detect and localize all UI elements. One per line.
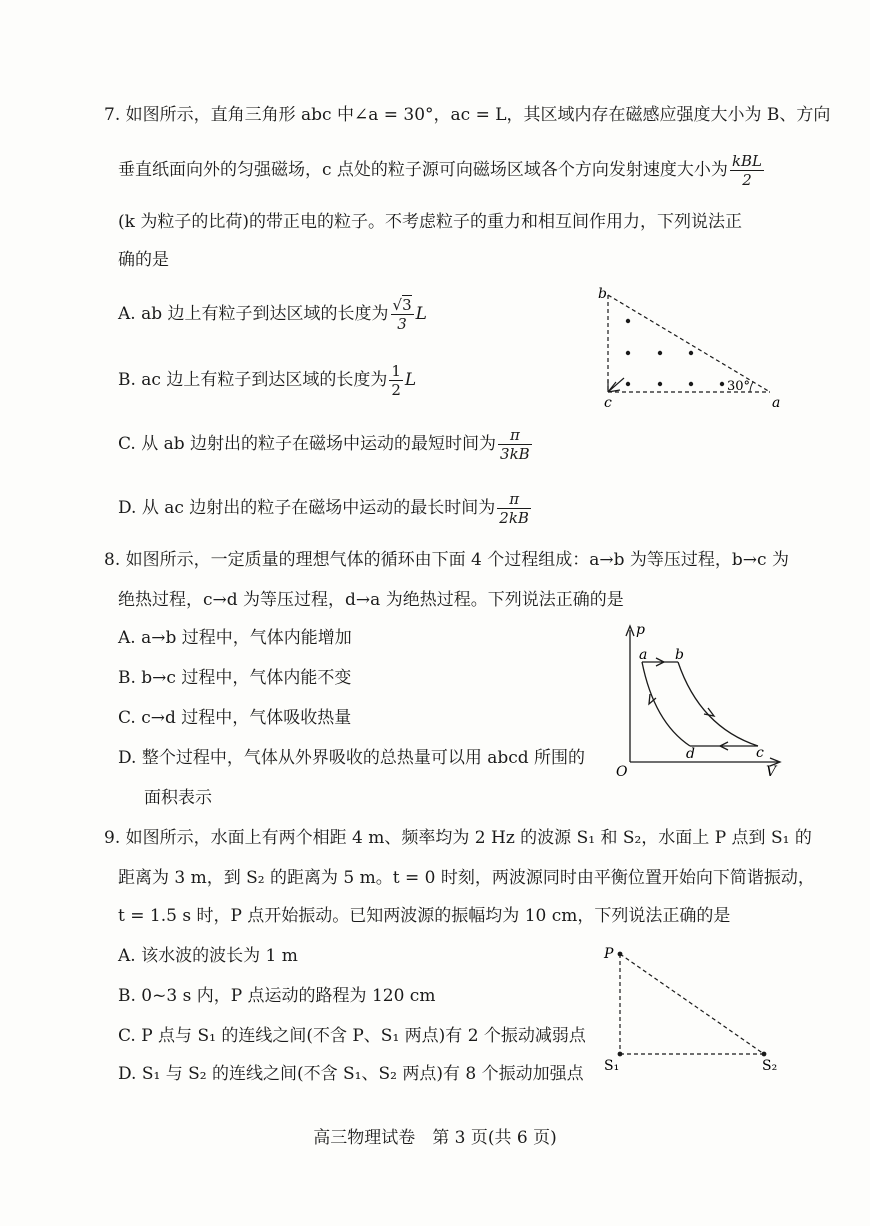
q7-option-a-radicand: 3 bbox=[402, 296, 412, 314]
q8-option-d: D. 整个过程中，气体从外界吸收的总热量可以用 abcd 所围的 bbox=[118, 748, 586, 768]
q9-segment-ps2 bbox=[620, 954, 764, 1054]
point-s1 bbox=[618, 1052, 623, 1057]
field-dot bbox=[689, 382, 693, 386]
q7-option-b bbox=[118, 358, 416, 402]
q7-option-d-numerator: π bbox=[497, 490, 531, 509]
q7-option-c bbox=[118, 422, 534, 466]
process-bc bbox=[678, 662, 758, 746]
q8-label-c: c bbox=[756, 745, 764, 761]
q7-option-d-fraction bbox=[497, 490, 531, 527]
q7-label-a: a bbox=[772, 395, 781, 411]
field-dot bbox=[658, 382, 662, 386]
q8-stem-line2: 绝热过程，c→d 为等压过程，d→a 为绝热过程。下列说法正确的是 bbox=[118, 590, 624, 610]
q8-option-d-cont: 面积表示 bbox=[144, 788, 212, 808]
field-dot bbox=[689, 351, 693, 355]
field-dot bbox=[720, 382, 724, 386]
q8-label-d: d bbox=[686, 746, 695, 762]
q9-stem-line1: 9. 如图所示，水面上有两个相距 4 m、频率均为 2 Hz 的波源 S₁ 和 S₂，水面上 P 点到 S₁ 的 bbox=[104, 828, 812, 848]
q7-angle-label: 30° bbox=[727, 379, 751, 394]
q7-speed-numerator: kBL bbox=[731, 152, 763, 170]
q7-option-a-text: A. ab 边上有粒子到达区域的长度为 bbox=[118, 304, 389, 324]
q7-option-c-text: C. 从 ab 边射出的粒子在磁场中运动的最短时间为 bbox=[118, 434, 497, 454]
q7-side-ab bbox=[608, 295, 770, 392]
q8-option-a: A. a→b 过程中，气体内能增加 bbox=[118, 628, 352, 648]
q7-option-c-fraction bbox=[498, 426, 532, 463]
q9-stem-line3: t = 1.5 s 时，P 点开始振动。已知两波源的振幅均为 10 cm，下列说法正确的是 bbox=[118, 906, 731, 926]
point-p bbox=[618, 952, 623, 957]
q9-label-s1: S₁ bbox=[604, 1058, 620, 1074]
q8-label-p: p bbox=[636, 622, 645, 638]
q7-option-c-numerator: π bbox=[498, 426, 532, 445]
q9-label-p: P bbox=[604, 946, 614, 962]
q7-stem-line3: (k 为粒子的比荷)的带正电的粒子。不考虑粒子的重力和相互间作用力，下列说法正 bbox=[118, 212, 742, 232]
q7-option-b-numerator: 1 bbox=[391, 362, 401, 380]
q7-stem-line4: 确的是 bbox=[118, 250, 169, 270]
q7-option-a bbox=[118, 292, 427, 336]
q8-label-a: a bbox=[639, 647, 648, 663]
q7-speed-fraction bbox=[730, 152, 764, 189]
q9-stem-line2: 距离为 3 m，到 S₂ 的距离为 5 m。t = 0 时刻，两波源同时由平衡位置开始向下简谐振动， bbox=[118, 868, 815, 888]
q7-option-a-unit: L bbox=[415, 304, 427, 324]
q7-option-a-fraction bbox=[391, 296, 414, 333]
particle-source-arrows-icon bbox=[608, 378, 624, 392]
q9-option-d: D. S₁ 与 S₂ 的连线之间(不含 S₁、S₂ 两点)有 8 个振动加强点 bbox=[118, 1064, 584, 1084]
q7-stem-line2 bbox=[118, 148, 766, 192]
q7-option-d-text: D. 从 ac 边射出的粒子在磁场中运动的最长时间为 bbox=[118, 498, 496, 518]
q8-label-o: O bbox=[616, 764, 628, 778]
point-s2 bbox=[762, 1052, 767, 1057]
q9-sources-figure bbox=[596, 938, 786, 1078]
field-dot bbox=[626, 351, 630, 355]
q7-option-a-denominator: 3 bbox=[397, 315, 407, 333]
q7-option-b-fraction bbox=[389, 362, 403, 399]
q7-label-c: c bbox=[604, 395, 612, 411]
q8-stem-line1: 8. 如图所示，一定质量的理想气体的循环由下面 4 个过程组成：a→b 为等压过程，b→c 为 bbox=[104, 550, 789, 570]
q7-angle-arc bbox=[750, 382, 753, 392]
q9-option-c: C. P 点与 S₁ 的连线之间(不含 P、S₁ 两点)有 2 个振动减弱点 bbox=[118, 1026, 586, 1046]
q8-pv-diagram bbox=[610, 622, 790, 778]
q9-option-a: A. 该水波的波长为 1 m bbox=[118, 946, 298, 966]
q7-triangle-figure bbox=[590, 282, 790, 412]
q7-option-d-denominator: 2kB bbox=[499, 509, 529, 527]
q8-label-v: V bbox=[766, 764, 777, 778]
q8-option-c: C. c→d 过程中，气体吸收热量 bbox=[118, 708, 352, 728]
q7-option-b-text: B. ac 边上有粒子到达区域的长度为 bbox=[118, 370, 388, 390]
q7-option-d bbox=[118, 486, 533, 530]
q7-option-c-denominator: 3kB bbox=[500, 445, 530, 463]
field-dot bbox=[626, 319, 630, 323]
q9-option-b: B. 0~3 s 内，P 点运动的路程为 120 cm bbox=[118, 986, 436, 1006]
q7-stem-line2-text: 垂直纸面向外的匀强磁场，c 点处的粒子源可向磁场区域各个方向发射速度大小为 bbox=[118, 160, 728, 180]
q8-label-b: b bbox=[675, 647, 684, 663]
q7-option-b-denominator: 2 bbox=[391, 381, 401, 399]
page-footer: 高三物理试卷 第 3 页(共 6 页) bbox=[313, 1128, 557, 1148]
q7-option-a-radical: √3 bbox=[392, 296, 412, 314]
field-dot bbox=[658, 351, 662, 355]
field-dot bbox=[626, 382, 630, 386]
q9-label-s2: S₂ bbox=[762, 1058, 778, 1074]
q7-stem-line1: 7. 如图所示，直角三角形 abc 中∠a = 30°，ac = L，其区域内存在磁感应强度大小为 B、方向 bbox=[104, 105, 831, 125]
q8-option-b: B. b→c 过程中，气体内能不变 bbox=[118, 668, 352, 688]
q7-option-b-unit: L bbox=[404, 370, 417, 390]
q7-speed-denominator: 2 bbox=[742, 171, 752, 189]
q7-label-b: b bbox=[598, 286, 607, 302]
